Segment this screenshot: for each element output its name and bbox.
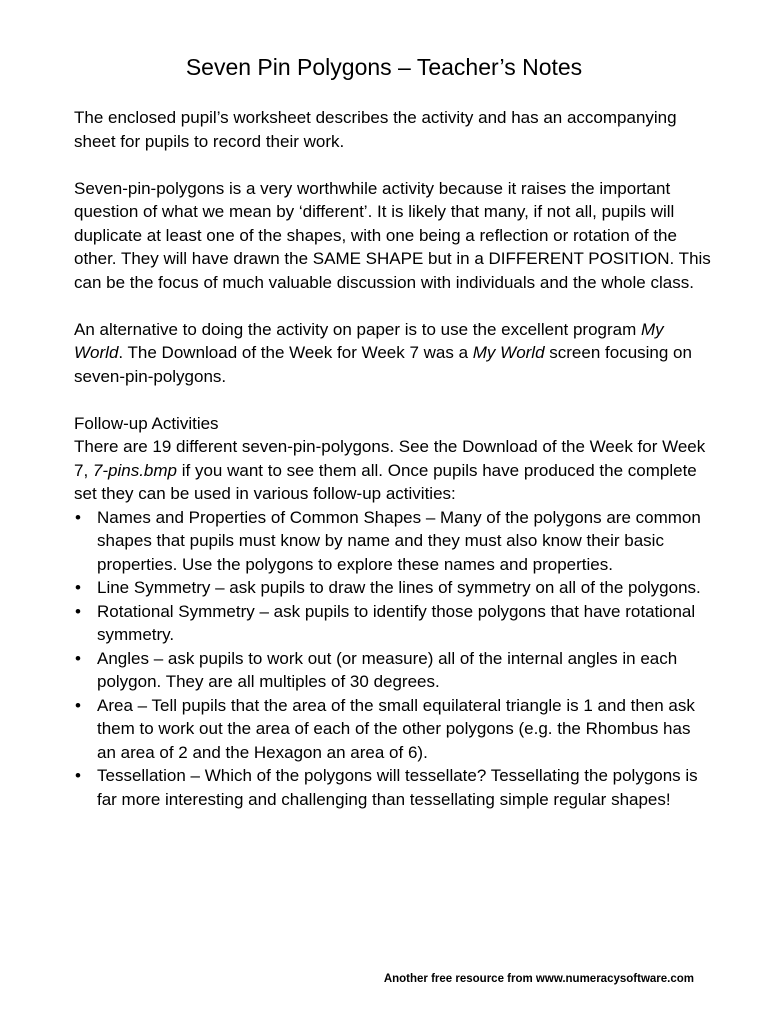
file-name: 7-pins.bmp <box>92 460 178 480</box>
bullet-icon: • <box>75 648 81 668</box>
alternative-paragraph: An alternative to doing the activity on paper is to use the excellent program My World. The Download of the Week for Week 7 was a My World screen focusing on seven-pin-polygons. <box>74 319 692 386</box>
activity-list <box>74 506 714 812</box>
list-item: • Line Symmetry – ask pupils to draw the lines of symmetry on all of the polygons. <box>74 576 714 600</box>
bullet-icon: • <box>75 766 81 785</box>
page-title: Seven Pin Polygons – Teacher’s Notes <box>185 54 583 80</box>
followup-paragraph: There are 19 different seven-pin-polygons. See the Download of the Week for Week 7, 7-pins.bmp if you want to see them all. Once pupils have produced the complete set they can be used in various follow-up activities: <box>74 437 706 503</box>
list-item: • Rotational Symmetry – ask pupils to identify those polygons that have rotational symmetry. <box>75 601 696 644</box>
list-item: • Area – Tell pupils that the area of the small equilateral triangle is 1 and then ask them to work out the area of each of the other polygons (e.g. the Rhombus has an area of 2 and the Hexagon an area of 6). <box>75 695 695 762</box>
program-name: My World <box>472 343 545 362</box>
bullet-icon: • <box>75 578 81 597</box>
list-item: • Names and Properties of Common Shapes – Many of the polygons are common shapes that pupils must know by name and they must also know their basic properties. Use the polygons to explore these names and properties. <box>75 507 701 574</box>
footer-credit: Another free resource from www.numeracysoftware.com <box>383 973 694 985</box>
program-name: My World <box>74 319 664 362</box>
discussion-paragraph: Seven-pin-polygons is a very worthwhile activity because it raises the important question of what we mean by ‘different’. It is likely that many, if not all, pupils will duplicate at least one of the shapes, with one being a reflection or rotation of the other. They will have drawn the SAME SHAPE but in a DIFFERENT POSITION. This can be the focus of much valuable discussion with individuals and the whole class. <box>74 178 711 292</box>
list-item: • Angles – ask pupils to work out (or measure) all of the internal angles in each polygon. They are all multiples of 30 degrees. <box>75 648 678 691</box>
bullet-icon: • <box>75 507 81 527</box>
list-item: • Tessellation – Which of the polygons will tessellate? Tessellating the polygons is far more interesting and challenging than tessellating simple regular shapes! <box>75 766 698 809</box>
followup-heading: Follow-up Activities <box>74 413 219 433</box>
intro-paragraph: The enclosed pupil’s worksheet describes the activity and has an accompanying sheet for pupils to record their work. <box>74 108 677 151</box>
bullet-icon: • <box>75 695 81 715</box>
bullet-icon: • <box>75 601 81 621</box>
document-body <box>74 106 714 811</box>
